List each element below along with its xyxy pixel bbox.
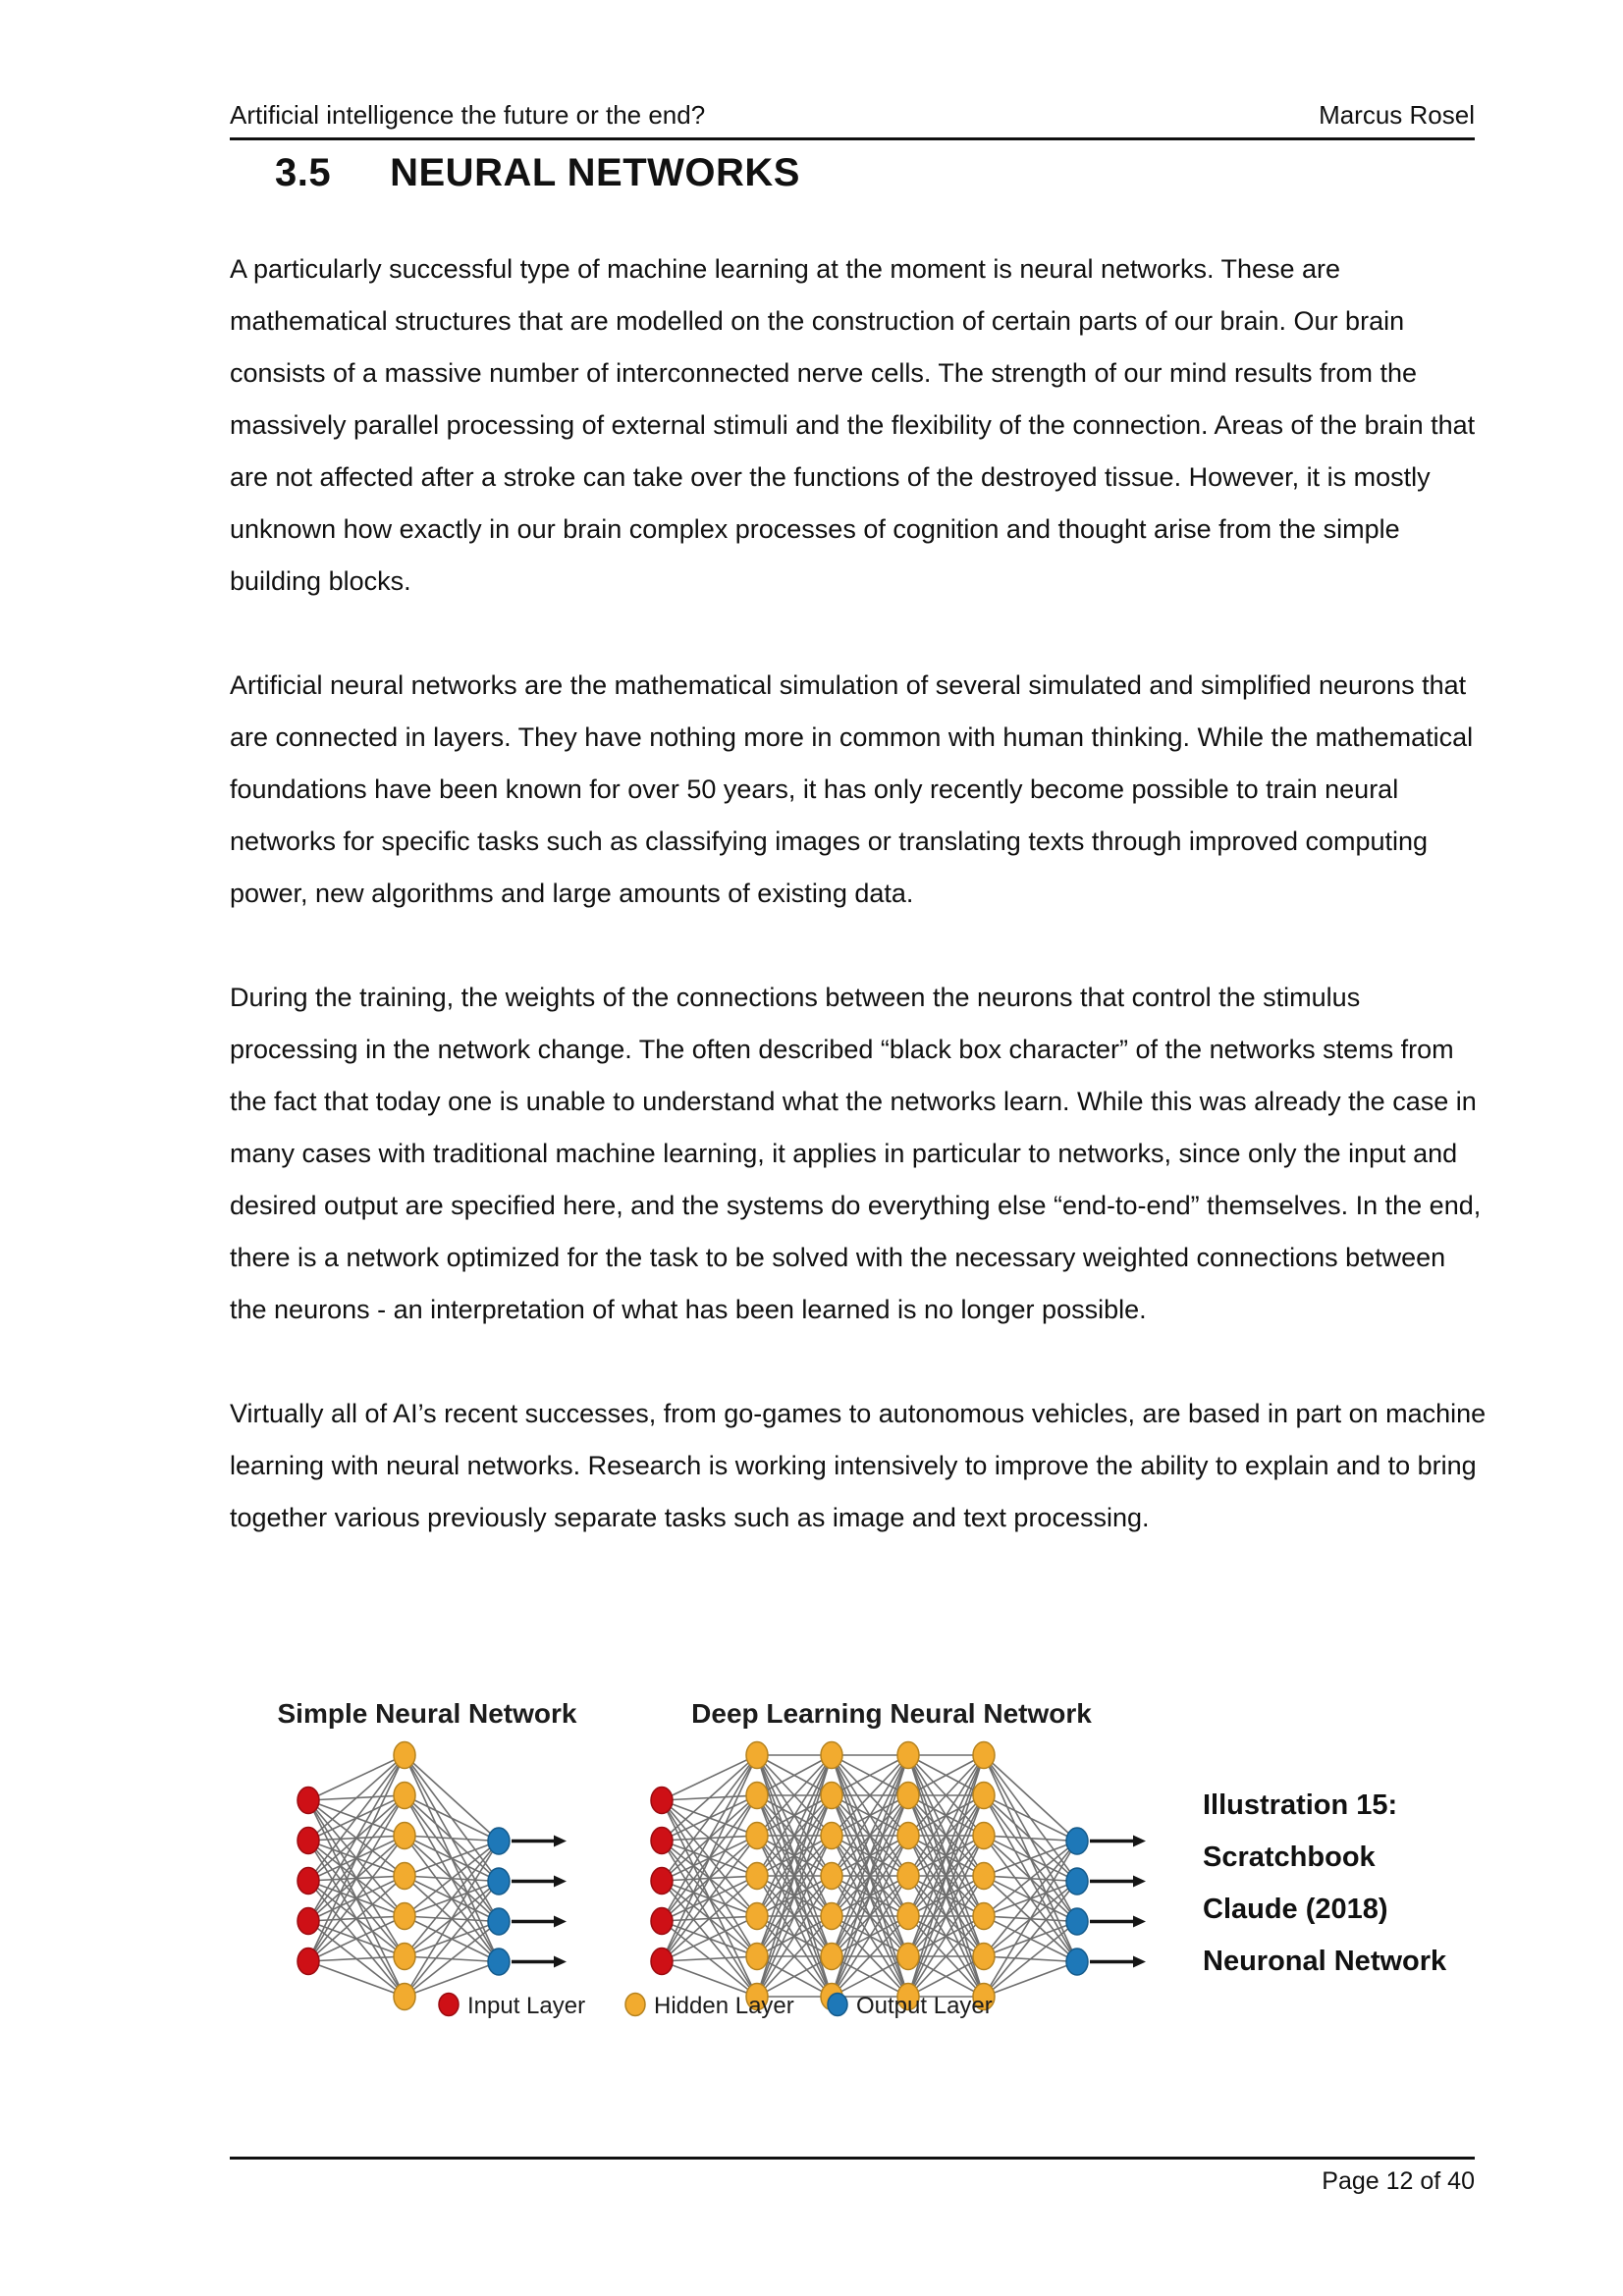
input-node bbox=[298, 1868, 319, 1895]
hidden-node bbox=[897, 1863, 919, 1890]
input-node bbox=[298, 1949, 319, 1975]
hidden-node bbox=[973, 1823, 995, 1849]
output-arrowhead bbox=[1133, 1876, 1146, 1888]
output-arrowhead bbox=[554, 1956, 567, 1968]
output-arrowhead bbox=[554, 1836, 567, 1847]
caption-line: Neuronal Network bbox=[1203, 1946, 1447, 1977]
hidden-node bbox=[973, 1783, 995, 1809]
caption-line: Claude (2018) bbox=[1203, 1894, 1388, 1925]
output-node bbox=[1066, 1828, 1088, 1854]
output-arrowhead bbox=[1133, 1836, 1146, 1847]
hidden-node bbox=[973, 1944, 995, 1970]
caption-line: Scratchbook bbox=[1203, 1842, 1376, 1873]
hidden-node bbox=[394, 1863, 415, 1890]
hidden-node bbox=[394, 1823, 415, 1849]
page-header bbox=[230, 100, 1475, 140]
input-legend-dot bbox=[439, 1994, 459, 2016]
output-node bbox=[488, 1949, 510, 1975]
body-text bbox=[230, 243, 1488, 1596]
output-arrowhead bbox=[1133, 1956, 1146, 1968]
hidden-node bbox=[821, 1863, 842, 1890]
output-node bbox=[1066, 1908, 1088, 1935]
output-node bbox=[1066, 1868, 1088, 1895]
output-node bbox=[488, 1828, 510, 1854]
hidden-node bbox=[897, 1903, 919, 1930]
hidden-legend-dot bbox=[625, 1994, 645, 2016]
legend-label: Output Layer bbox=[856, 1993, 993, 2019]
hidden-node bbox=[394, 1944, 415, 1970]
hidden-node bbox=[897, 1783, 919, 1809]
paragraph: Artificial neural networks are the mathematical simulation of several simulated and simplified neurons that are connected in layers. They have nothing more in common with human thinking. While the mathematical foundations have been known for over 50 years, it has only recently become possible to train neural networks for specific tasks such as classifying images or translating texts through improved computing power, new algorithms and large amounts of existing data. bbox=[230, 670, 1474, 908]
hidden-node bbox=[746, 1944, 768, 1970]
hidden-node bbox=[821, 1783, 842, 1809]
hidden-node bbox=[746, 1783, 768, 1809]
header-document-title: Artificial intelligence the future or the end? bbox=[230, 100, 706, 130]
output-arrowhead bbox=[554, 1876, 567, 1888]
input-node bbox=[651, 1828, 673, 1854]
hidden-node bbox=[897, 1823, 919, 1849]
caption-line: Illustration 15: bbox=[1203, 1789, 1398, 1821]
section-number: 3.5 bbox=[275, 151, 332, 194]
hidden-node bbox=[897, 1944, 919, 1970]
hidden-node bbox=[394, 1984, 415, 2010]
input-node bbox=[651, 1788, 673, 1814]
paragraph: A particularly successful type of machine learning at the moment is neural networks. These are mathematical structures that are modelled on the construction of certain parts of our brain. Our brain consists of a massive number of interconnected nerve cells. The strength of our mind results from the massively parallel processing of external stimuli and the flexibility of the connection. Areas of the brain that are not affected after a stroke can take over the functions of the destroyed tissue. However, it is mostly unknown how exactly in our brain complex processes of cognition and thought arise from the simple building blocks. bbox=[230, 254, 1476, 596]
output-legend-dot bbox=[828, 1994, 847, 2016]
legend-label: Input Layer bbox=[467, 1993, 586, 2019]
page-number-label: Page 12 of 40 bbox=[1322, 2167, 1475, 2195]
input-node bbox=[298, 1788, 319, 1814]
hidden-node bbox=[394, 1903, 415, 1930]
legend-item bbox=[625, 1993, 794, 2019]
figure-legend bbox=[439, 1993, 993, 2019]
hidden-node bbox=[973, 1903, 995, 1930]
hidden-node bbox=[746, 1742, 768, 1769]
input-node bbox=[651, 1949, 673, 1975]
header-author: Marcus Rosel bbox=[1319, 100, 1475, 130]
output-node bbox=[1066, 1949, 1088, 1975]
hidden-node bbox=[394, 1742, 415, 1769]
output-arrowhead bbox=[554, 1916, 567, 1928]
network-title: Simple Neural Network bbox=[277, 1698, 577, 1729]
network-deep bbox=[651, 1698, 1146, 2010]
hidden-node bbox=[973, 1742, 995, 1769]
input-node bbox=[298, 1908, 319, 1935]
hidden-node bbox=[394, 1783, 415, 1809]
paragraph: Virtually all of AI’s recent successes, from go-games to autonomous vehicles, are based in part on machine learning with neural networks. Research is working intensively to improve the ability to explain and to bring together various previously separate tasks such as image and text processing. bbox=[230, 1399, 1487, 1532]
output-arrowhead bbox=[1133, 1916, 1146, 1928]
hidden-node bbox=[821, 1903, 842, 1930]
hidden-node bbox=[973, 1863, 995, 1890]
hidden-node bbox=[821, 1823, 842, 1849]
section-heading bbox=[230, 151, 800, 195]
input-node bbox=[298, 1828, 319, 1854]
legend-label: Hidden Layer bbox=[654, 1993, 794, 2019]
hidden-node bbox=[746, 1903, 768, 1930]
output-node bbox=[488, 1908, 510, 1935]
figure-caption bbox=[1203, 1780, 1488, 1988]
hidden-node bbox=[746, 1823, 768, 1849]
neural-network-figure bbox=[187, 1690, 1208, 2024]
input-node bbox=[651, 1908, 673, 1935]
hidden-node bbox=[897, 1742, 919, 1769]
input-node bbox=[651, 1868, 673, 1895]
legend-item bbox=[439, 1993, 585, 2019]
hidden-node bbox=[821, 1742, 842, 1769]
network-simple bbox=[278, 1698, 577, 2010]
network-title: Deep Learning Neural Network bbox=[691, 1698, 1092, 1729]
output-node bbox=[488, 1868, 510, 1895]
page-footer bbox=[230, 2157, 1475, 2196]
paragraph: During the training, the weights of the connections between the neurons that control the stimulus processing in the network change. The often described “black box character” of the networks stems from the fact that today one is unable to understand what the networks learn. While this was already the case in many cases with traditional machine learning, it applies in particular to networks, since only the input and desired output are specified here, and the systems do everything else “end-to-end” themselves. In the end, there is a network optimized for the task to be solved with the necessary weighted connections between the neurons - an interpretation of what has been learned is no longer possible. bbox=[230, 983, 1482, 1324]
section-title: NEURAL NETWORKS bbox=[390, 151, 800, 194]
hidden-node bbox=[821, 1944, 842, 1970]
network-edges bbox=[662, 1755, 1077, 1997]
hidden-node bbox=[746, 1863, 768, 1890]
